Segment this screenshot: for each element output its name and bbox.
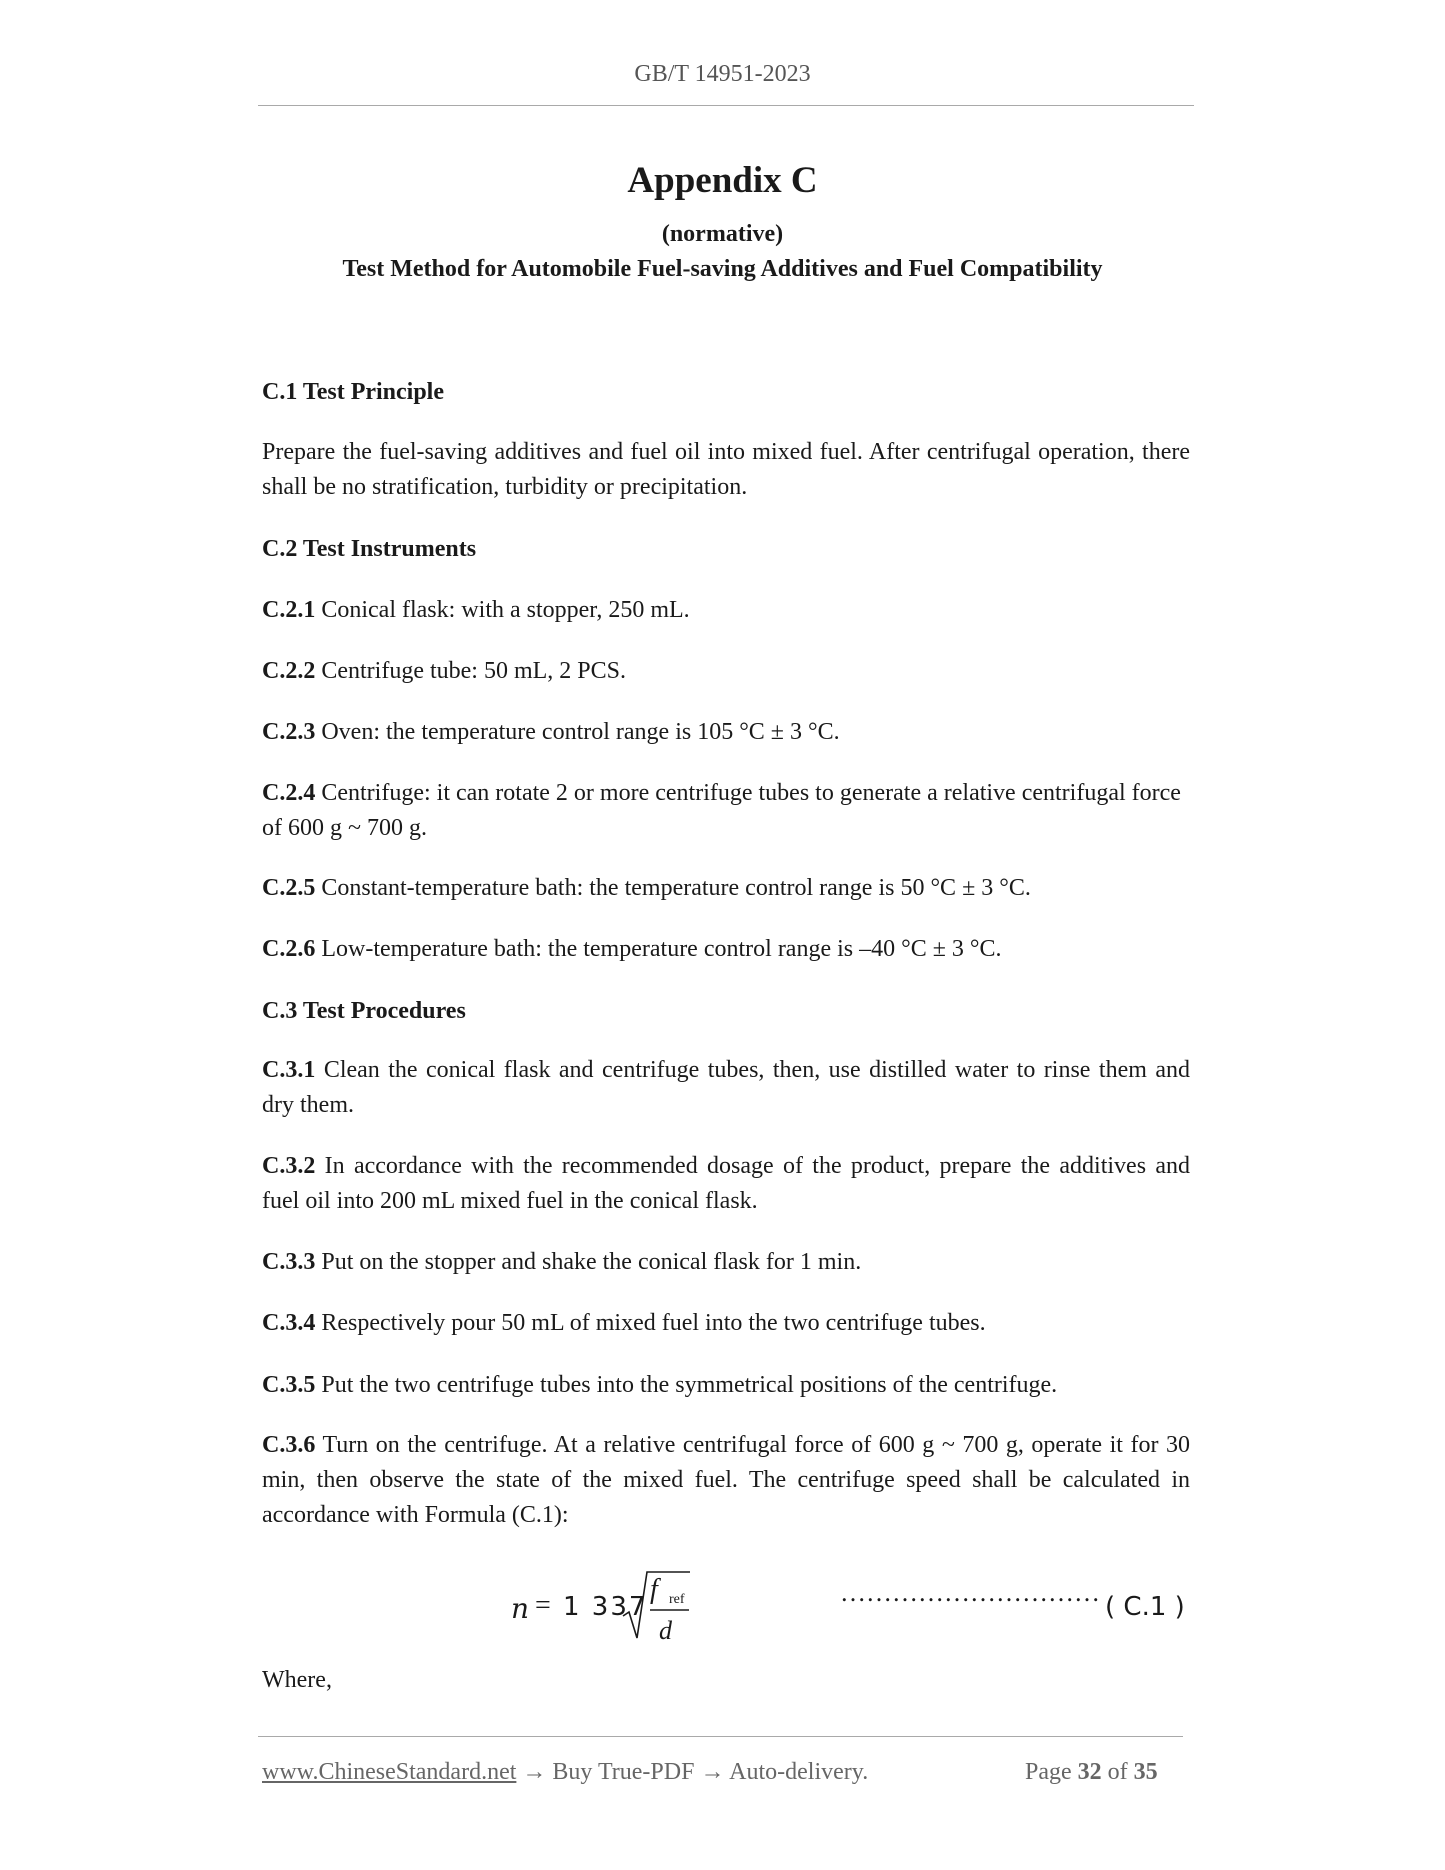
formula-lhs: n <box>511 1592 530 1625</box>
clause-number: C.2.3 <box>262 719 316 745</box>
clause-c3-1 <box>262 1053 1190 1123</box>
clause-text: Put the two centrifuge tubes into the symmetrical positions of the centrifuge. <box>321 1372 1058 1398</box>
clause-c3-3 <box>262 1245 1190 1280</box>
clause-number: C.3.6 <box>262 1432 316 1458</box>
page-word: Page <box>1025 1759 1072 1785</box>
clause-number: C.3.1 <box>262 1057 316 1083</box>
running-header: GB/T 14951-2023 <box>634 61 811 87</box>
appendix-title: Appendix C <box>627 160 818 201</box>
section-heading-c3: C.3 Test Procedures <box>262 998 466 1024</box>
section-heading-c2: C.2 Test Instruments <box>262 536 477 562</box>
clause-c2-3 <box>262 715 1190 750</box>
arrow-right-icon: → <box>522 1759 547 1785</box>
formula-c1 <box>505 1570 1205 1650</box>
clause-c3-5 <box>262 1368 1190 1403</box>
delivery-text: Auto-delivery. <box>729 1759 869 1785</box>
formula-numerator-subscript: ref <box>669 1592 685 1607</box>
formula-denominator: d <box>659 1616 672 1645</box>
clause-number: C.3.5 <box>262 1372 316 1398</box>
clause-c2-4 <box>262 776 1190 846</box>
clause-number: C.3.3 <box>262 1249 316 1275</box>
clause-number: C.2.2 <box>262 658 316 684</box>
where-label: Where, <box>262 1667 332 1693</box>
header-divider <box>258 105 1194 106</box>
arrow-right-icon: → <box>700 1759 725 1785</box>
clause-c2-2 <box>262 654 1190 689</box>
paragraph-c1: Prepare the fuel-saving additives and fuel oil into mixed fuel. After centrifugal operation, there shall be no stratification, turbidity or precipitation. <box>262 439 1190 500</box>
clause-text: Centrifuge: it can rotate 2 or more centrifuge tubes to generate a relative centrifugal force of 600 g ~ 700 g. <box>262 780 1181 841</box>
buy-text: Buy True-PDF <box>552 1759 695 1785</box>
clause-c2-6 <box>262 932 1190 967</box>
clause-text: Oven: the temperature control range is 105 °C ± 3 °C. <box>321 719 840 745</box>
formula-constant: 1 337 <box>563 1592 648 1622</box>
clause-c3-2 <box>262 1149 1190 1219</box>
clause-text: Clean the conical flask and centrifuge tubes, then, use distilled water to rinse them and dry them. <box>262 1057 1190 1118</box>
clause-text: Centrifuge tube: 50 mL, 2 PCS. <box>321 658 626 684</box>
clause-text: Low-temperature bath: the temperature control range is –40 °C ± 3 °C. <box>321 936 1002 962</box>
clause-text: Turn on the centrifuge. At a relative centrifugal force of 600 g ~ 700 g, operate it for 30 min, then observe the state of the mixed fuel. The centrifuge speed shall be calculated in accordance with Formula (C.1): <box>262 1432 1190 1528</box>
clause-c2-1 <box>262 593 1190 628</box>
section-heading-c1: C.1 Test Principle <box>262 379 445 405</box>
of-word: of <box>1107 1759 1128 1785</box>
footer-promo <box>262 1756 868 1788</box>
clause-text: Constant-temperature bath: the temperature control range is 50 °C ± 3 °C. <box>321 875 1031 901</box>
clause-c3-6 <box>262 1428 1190 1533</box>
website-link[interactable]: www.ChineseStandard.net <box>262 1759 517 1785</box>
clause-number: C.2.4 <box>262 780 316 806</box>
formula-leader-dots: ………………………… <box>840 1578 1100 1607</box>
clause-number: C.2.1 <box>262 597 316 623</box>
clause-text: In accordance with the recommended dosage of the product, prepare the additives and fuel oil into 200 mL mixed fuel in the conical flask. <box>262 1153 1191 1214</box>
total-pages: 35 <box>1133 1759 1158 1785</box>
formula-numerator: f <box>650 1574 658 1605</box>
page-indicator <box>1025 1756 1158 1788</box>
appendix-name: Test Method for Automobile Fuel-saving Additives and Fuel Compatibility <box>342 256 1103 282</box>
clause-number: C.2.6 <box>262 936 316 962</box>
clause-number: C.2.5 <box>262 875 316 901</box>
clause-c2-5 <box>262 871 1190 906</box>
clause-text: Respectively pour 50 mL of mixed fuel into the two centrifuge tubes. <box>321 1310 986 1336</box>
formula-equals: = <box>535 1590 551 1621</box>
appendix-type: (normative) <box>661 221 784 247</box>
formula-label: ( C.1 ) <box>1105 1592 1185 1622</box>
page-number: 32 <box>1077 1759 1102 1785</box>
clause-number: C.3.4 <box>262 1310 316 1336</box>
clause-text: Put on the stopper and shake the conical flask for 1 min. <box>321 1249 862 1275</box>
clause-text: Conical flask: with a stopper, 250 mL. <box>321 597 690 623</box>
clause-c3-4 <box>262 1306 1190 1341</box>
radical-sign <box>505 1570 705 1650</box>
clause-number: C.3.2 <box>262 1153 316 1179</box>
footer-divider <box>258 1736 1183 1737</box>
